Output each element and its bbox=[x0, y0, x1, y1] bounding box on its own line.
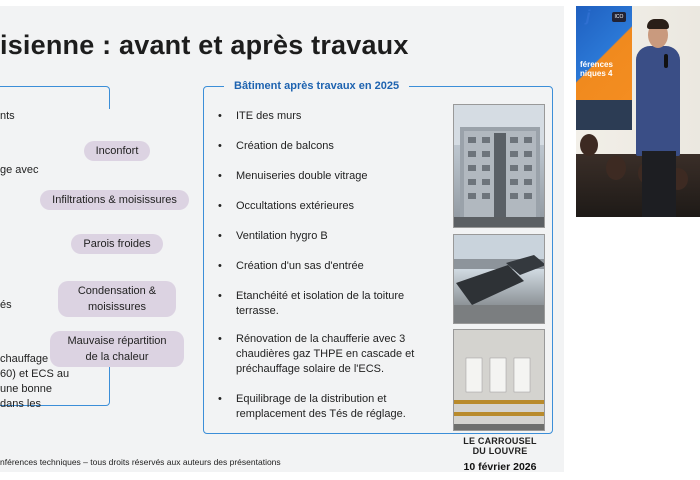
before-text-line: nts bbox=[0, 110, 15, 122]
issue-pill-inconfort: Inconfort bbox=[84, 141, 150, 161]
event-date: 10 février 2026 bbox=[463, 461, 537, 473]
stage-screen bbox=[576, 100, 632, 130]
issue-pill-parois-froides: Parois froides bbox=[71, 234, 163, 254]
before-text-line: ge avec bbox=[0, 164, 39, 176]
issue-pill-repartition: Mauvaise répartition de la chaleur bbox=[50, 331, 184, 367]
before-text-line: dans les bbox=[0, 398, 41, 410]
issue-pill-infiltrations: Infiltrations & moisissures bbox=[40, 190, 189, 210]
speaker bbox=[636, 46, 680, 156]
speaker-video-feed bbox=[576, 6, 700, 217]
before-text-line: une bonne bbox=[0, 383, 52, 395]
venue-logo: LE CARROUSEL DU LOUVRE 10 février 2026 bbox=[448, 436, 552, 473]
after-frame-title: Bâtiment après travaux en 2025 bbox=[234, 80, 400, 92]
microphone-icon bbox=[664, 54, 668, 68]
before-text-line: és bbox=[0, 299, 12, 311]
building-facade-photo bbox=[453, 104, 545, 228]
solar-panels-photo bbox=[453, 234, 545, 324]
conference-banner: j férences niques 4 bbox=[576, 6, 632, 118]
slide-title: isienne : avant et après travaux bbox=[0, 30, 409, 60]
before-text-line: 60) et ECS au bbox=[0, 368, 70, 380]
issue-pill-condensation: Condensation & moisissures bbox=[58, 281, 176, 317]
organizer-logo: ICO bbox=[612, 12, 626, 22]
before-text-line: chauffage bbox=[0, 353, 49, 365]
slide-footer: nférences techniques – tous droits réservés aux auteurs des présentations bbox=[0, 457, 281, 467]
boiler-room-photo bbox=[453, 329, 545, 431]
presentation-slide: isienne : avant et après travaux nts ge avec és chauffage 60) et ECS au une bonne dans les Inconfort Infiltrations & moisissures Parois froides Condensation & moisissures Mauvaise répartition de la chaleur Bâtiment après travaux en 2025 • ITE des murs • Création de balcons • Menuiseries double vitrage • Occultations extérieures • Ventilation hygro B • Création d'un sas d'entrée • Etanchéité et isolation de la toiture terrasse. • Rénovation de la chaufferie avec 3 chaudières gaz THPE en cascade et préchauffage solaire de l'ECS. • Equilibrage de la distribution et remplacement des Tés de réglage. nférences techniques – tous droits réservés aux auteurs des présentations LE CARROUSEL DU LOUVRE 10 février 2026 bbox=[0, 6, 564, 472]
